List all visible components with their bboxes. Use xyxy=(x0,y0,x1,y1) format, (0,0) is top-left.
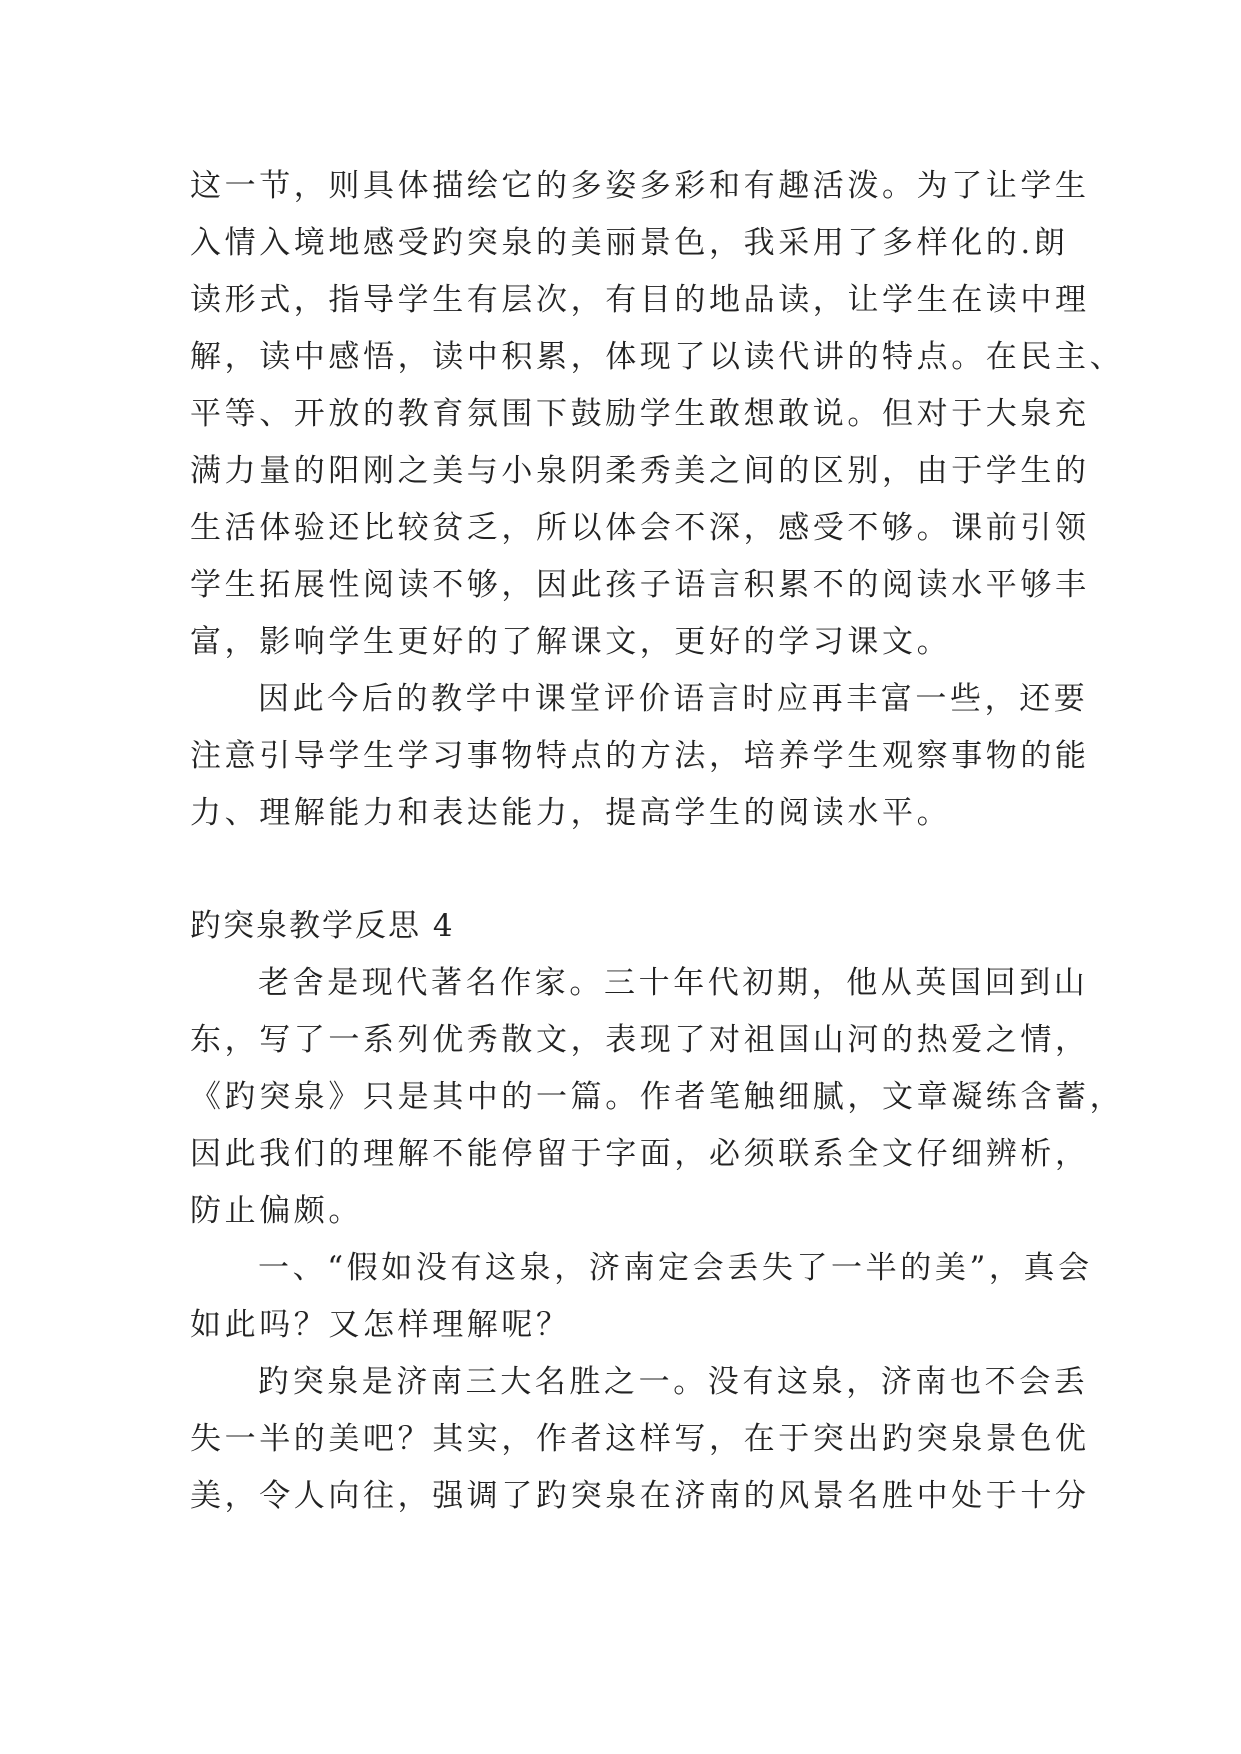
paragraph-line: 因此今后的教学中课堂评价语言时应再丰富一些，还要 xyxy=(258,681,1089,717)
paragraph-line: 防止偏颇。 xyxy=(190,1193,363,1229)
paragraph-line: 如此吗？又怎样理解呢？ xyxy=(190,1307,571,1343)
paragraph-line: 因此我们的理解不能停留于字面，必须联系全文仔细辨析， xyxy=(190,1136,1090,1172)
paragraph-line: 满力量的阳刚之美与小泉阴柔秀美之间的区别，由于学生的 xyxy=(190,453,1090,489)
paragraph-line: 美，令人向往，强调了趵突泉在济南的风景名胜中处于十分 xyxy=(190,1478,1090,1514)
paragraph-line: 失一半的美吧？其实，作者这样写，在于突出趵突泉景色优 xyxy=(190,1421,1090,1457)
paragraph-line: 生活体验还比较贫乏，所以体会不深，感受不够。课前引领 xyxy=(190,510,1090,546)
paragraph-line: 平等、开放的教育氛围下鼓励学生敢想敢说。但对于大泉充 xyxy=(190,396,1090,432)
paragraph-line: 《趵突泉》只是其中的一篇。作者笔触细腻，文章凝练含蓄， xyxy=(190,1079,1125,1115)
section-heading: 趵突泉教学反思 4 xyxy=(190,908,455,944)
paragraph-line: 学生拓展性阅读不够，因此孩子语言积累不的阅读水平够丰 xyxy=(190,567,1090,603)
paragraph-line: 解，读中感悟，读中积累，体现了以读代讲的特点。在民主、 xyxy=(190,339,1125,375)
paragraph-line: 富，影响学生更好的了解课文，更好的学习课文。 xyxy=(190,624,952,660)
paragraph-line: 入情入境地感受趵突泉的美丽景色，我采用了多样化的.朗 xyxy=(190,225,1069,261)
paragraph-line: 注意引导学生学习事物特点的方法，培养学生观察事物的能 xyxy=(190,738,1090,774)
paragraph-line: 老舍是现代著名作家。三十年代初期，他从英国回到山 xyxy=(258,965,1089,1001)
paragraph-line: 这一节，则具体描绘它的多姿多彩和有趣活泼。为了让学生 xyxy=(190,168,1090,204)
paragraph-line: 力、理解能力和表达能力，提高学生的阅读水平。 xyxy=(190,795,952,831)
paragraph-line: 读形式，指导学生有层次，有目的地品读，让学生在读中理 xyxy=(190,282,1090,318)
paragraph-line: 趵突泉是济南三大名胜之一。没有这泉，济南也不会丢 xyxy=(258,1364,1089,1400)
paragraph-line: 一、“假如没有这泉，济南定会丢失了一半的美”，真会 xyxy=(258,1250,1093,1286)
paragraph-line: 东，写了一系列优秀散文，表现了对祖国山河的热爱之情， xyxy=(190,1022,1090,1058)
